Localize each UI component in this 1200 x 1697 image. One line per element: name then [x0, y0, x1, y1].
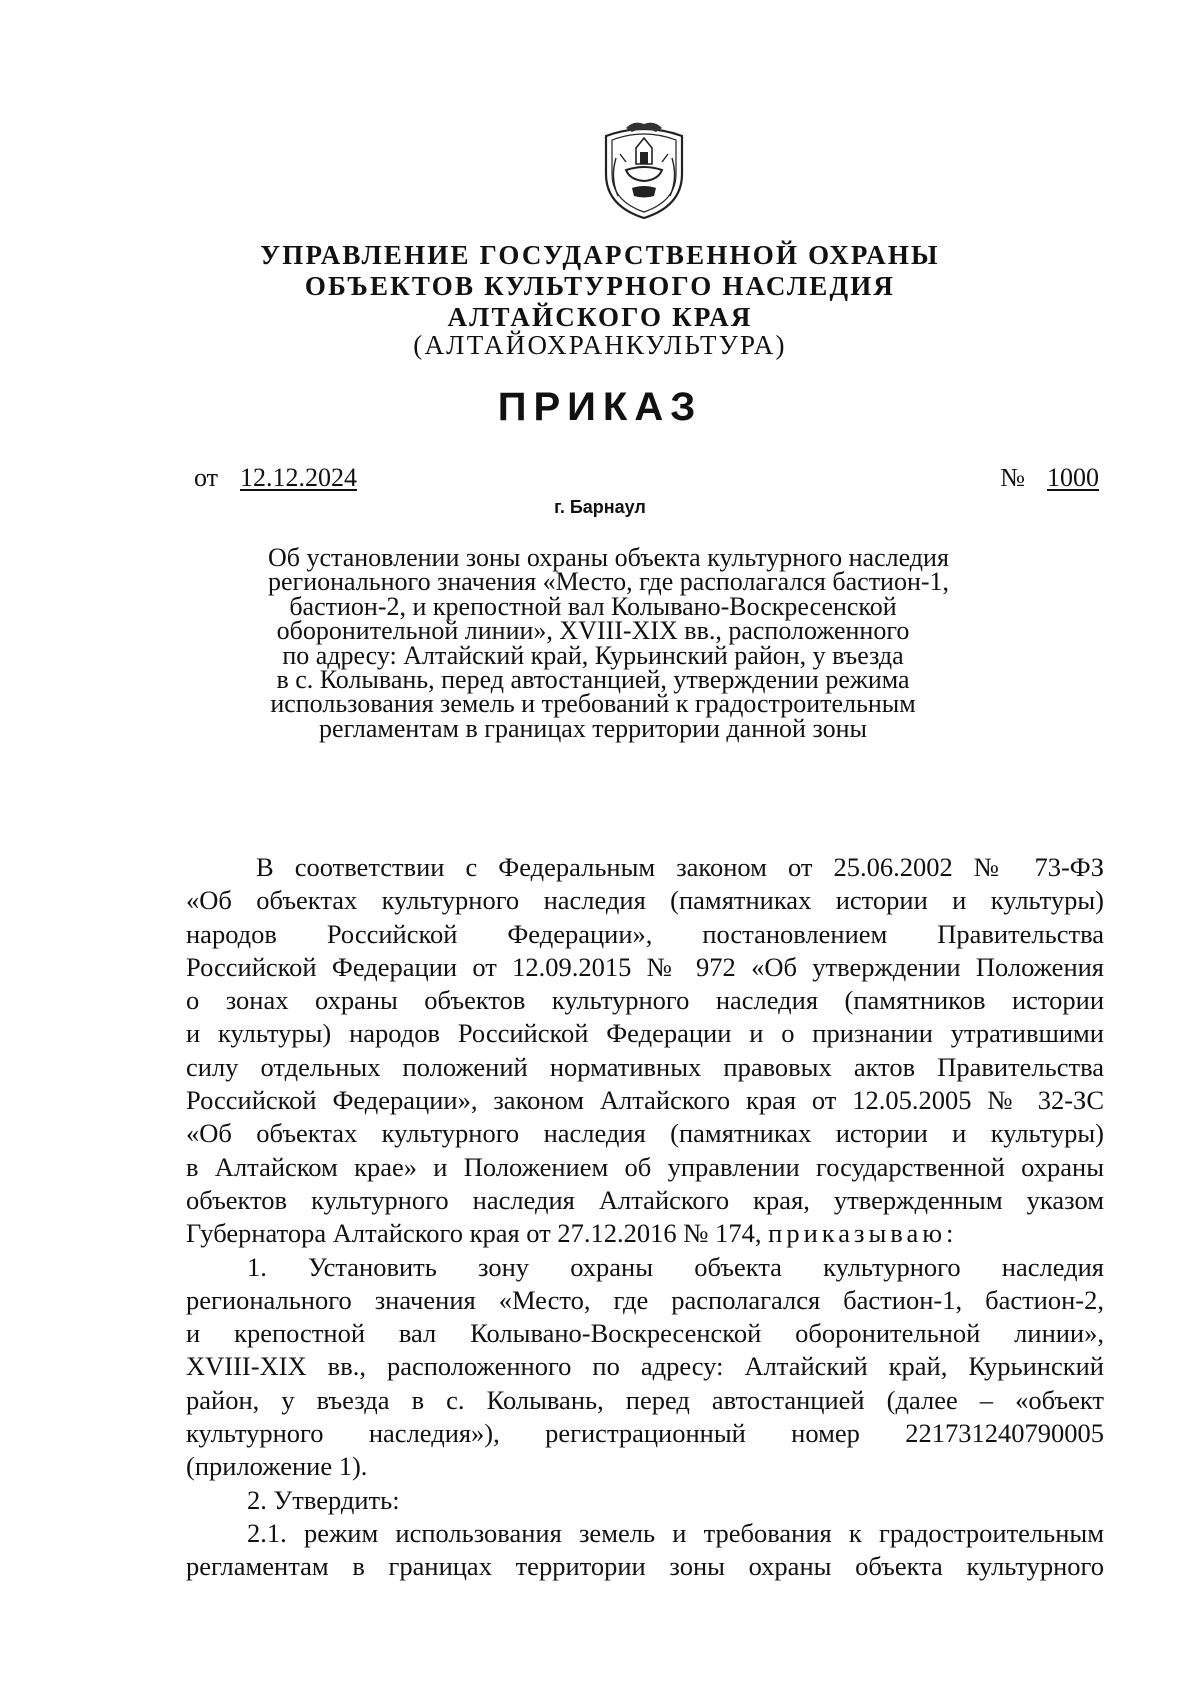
org-line-3: АЛТАЙСКОГО КРАЯ: [447, 302, 753, 332]
body-line: о зонах охраны объектов культурного наследия (памятников истории: [186, 985, 1104, 1016]
body-line-text: Губернатора Алтайского края от 27.12.2016 № 174,: [186, 1218, 762, 1249]
body-line: объектов культурного наследия Алтайского края, утвержденным указом: [186, 1184, 1104, 1215]
body-line: район, у въезда в с. Колывань, перед автостанцией (далее – «объект: [186, 1384, 1104, 1415]
document-city: г. Барнаул: [554, 497, 646, 517]
date-prefix: от: [194, 463, 219, 492]
subject-line: использования земель и требований к градостроительным: [270, 689, 916, 719]
subject-line: оборонительной линии», XVIII-XIX вв., расположенного: [276, 616, 910, 646]
body-line: народов Российской Федерации», постановлением Правительства: [186, 918, 1104, 949]
body-line: и крепостной вал Колывано-Воскресенской оборонительной линии»,: [186, 1318, 1104, 1349]
body-line: регионального значения «Место, где располагался бастион-1, бастион-2,: [186, 1284, 1104, 1315]
organization-name: [200, 240, 1000, 333]
body-line: в Алтайском крае» и Положением об управлении государственной охраны: [186, 1151, 1104, 1182]
body-line: регламентам в границах территории зоны охраны объекта культурного: [186, 1551, 1104, 1582]
document-type-title: ПРИКАЗ: [497, 385, 703, 429]
body-line: 2.1. режим использования земель и требования к градостроительным: [247, 1517, 1104, 1548]
org-line-1: УПРАВЛЕНИЕ ГОСУДАРСТВЕННОЙ ОХРАНЫ: [260, 240, 940, 270]
document-date: [194, 463, 357, 493]
org-line-2: ОБЪЕКТОВ КУЛЬТУРНОГО НАСЛЕДИЯ: [304, 271, 896, 301]
body-line: «Об объектах культурного наследия (памятниках истории и культуры): [186, 1118, 1104, 1149]
subject-line: бастион-2, и крепостной вал Колывано-Воскресенской: [289, 591, 897, 621]
body-line: силу отдельных положений нормативных правовых актов Правительства: [186, 1051, 1104, 1082]
document-number: [1000, 463, 1099, 493]
organization-short-name: (АЛТАЙОХРАНКУЛЬТУРА): [413, 330, 787, 360]
body-line: культурного наследия»), регистрационный номер 221731240790005: [186, 1418, 1104, 1449]
number-value: 1000: [1047, 463, 1099, 492]
subject-line: по адресу: Алтайский край, Курьинский район, у въезда: [282, 640, 904, 670]
body-line: 2. Утвердить:: [247, 1484, 400, 1515]
subject-line: Об установлении зоны охраны объекта культурного наследия: [268, 543, 949, 572]
body-line: Российской Федерации», законом Алтайского края от 12.05.2005 № 32-ЗС: [186, 1085, 1104, 1116]
body-line: В соответствии с Федеральным законом от 25.06.2002 № 73-ФЗ: [256, 852, 1104, 882]
body-line: (приложение 1).: [186, 1451, 368, 1482]
document-subject: [268, 543, 950, 743]
body-line: Российской Федерации от 12.09.2015 № 972 «Об утверждении Положения: [186, 951, 1104, 982]
subject-line: регламентам в границах территории данной зоны: [319, 713, 867, 743]
date-value: 12.12.2024: [240, 463, 358, 492]
coat-of-arms-icon: [596, 118, 692, 222]
body-line: 1. Установить зону охраны объекта культурного наследия: [247, 1251, 1104, 1282]
document-body: [186, 851, 1104, 1584]
body-line: «Об объектах культурного наследия (памятниках истории и культуры): [186, 885, 1104, 916]
subject-line: регионального значения «Место, где располагался бастион-1,: [268, 567, 950, 597]
body-line: и культуры) народов Российской Федерации и о признании утратившими: [186, 1018, 1104, 1049]
body-line: XVIII-XIX вв., расположенного по адресу: Алтайский край, Курьинский: [186, 1351, 1104, 1382]
decree-word: приказываю:: [768, 1218, 958, 1249]
subject-line: в с. Колывань, перед автостанцией, утверждении режима: [276, 665, 910, 695]
body-line: [186, 1217, 1104, 1250]
number-prefix: №: [1000, 463, 1025, 492]
